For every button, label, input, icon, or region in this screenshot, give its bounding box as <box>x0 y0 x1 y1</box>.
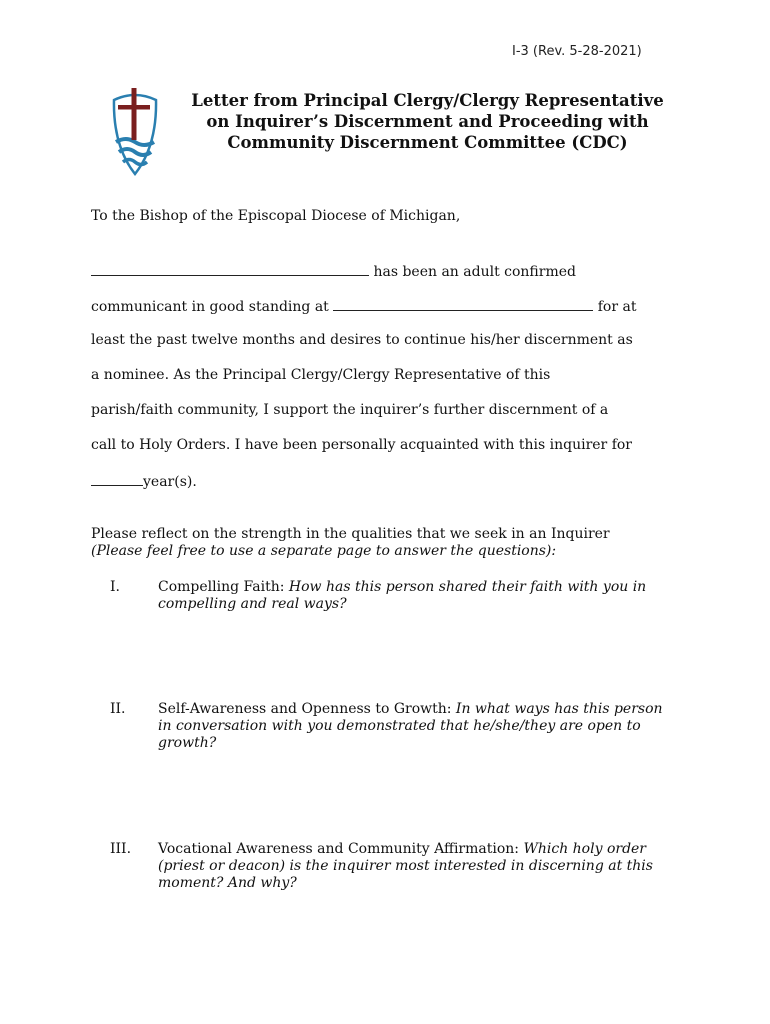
body-text: for at <box>593 299 637 315</box>
years-acquainted-blank[interactable] <box>91 472 143 486</box>
form-revision-label: I-3 (Rev. 5-28-2021) <box>512 44 642 59</box>
title-line: on Inquirer’s Discernment and Proceeding with <box>206 112 649 131</box>
body-text: year(s). <box>143 474 197 490</box>
body-line-5: parish/faith community, I support the inquirer’s further discernment of a <box>91 402 609 418</box>
letter-title <box>165 90 690 153</box>
body-text: has been an adult confirmed <box>369 264 576 280</box>
body-line-2 <box>91 297 636 315</box>
body-text: communicant in good standing at <box>91 299 334 315</box>
parish-name-blank[interactable] <box>333 297 593 311</box>
body-line-1 <box>91 262 576 280</box>
body-line-4: a nominee. As the Principal Clergy/Clergy Representative of this <box>91 367 551 383</box>
question-label: Compelling Faith: <box>158 579 289 595</box>
question-text: Which holy order (priest or deacon) is the inquirer most interested in discerning at this moment? And why? <box>158 841 653 891</box>
question-label: Self-Awareness and Openness to Growth: <box>158 701 456 717</box>
question-number: I. <box>110 579 120 595</box>
reflect-instructions <box>91 526 691 560</box>
inquirer-name-blank[interactable] <box>91 262 369 276</box>
question-text: In what ways has this person in conversation with you demonstrated that he/she/they are open to growth? <box>158 701 663 751</box>
title-line: Community Discernment Committee (CDC) <box>227 133 628 152</box>
salutation: To the Bishop of the Episcopal Diocese of Michigan, <box>91 208 461 224</box>
title-line: Letter from Principal Clergy/Clergy Representative <box>191 91 664 110</box>
diocese-shield-logo <box>110 86 160 178</box>
question-text: How has this person shared their faith with you in compelling and real ways? <box>158 579 647 612</box>
body-line-6: call to Holy Orders. I have been personally acquainted with this inquirer for <box>91 437 632 453</box>
reflect-intro: Please reflect on the strength in the qualities that we seek in an Inquirer <box>91 526 610 542</box>
body-line-3: least the past twelve months and desires to continue his/her discernment as <box>91 332 633 348</box>
reflect-note: (Please feel free to use a separate page to answer the questions): <box>91 543 557 559</box>
body-line-7 <box>91 472 197 490</box>
question-number: III. <box>110 841 132 857</box>
question-label: Vocational Awareness and Community Affirmation: <box>158 841 524 857</box>
question-number: II. <box>110 701 126 717</box>
